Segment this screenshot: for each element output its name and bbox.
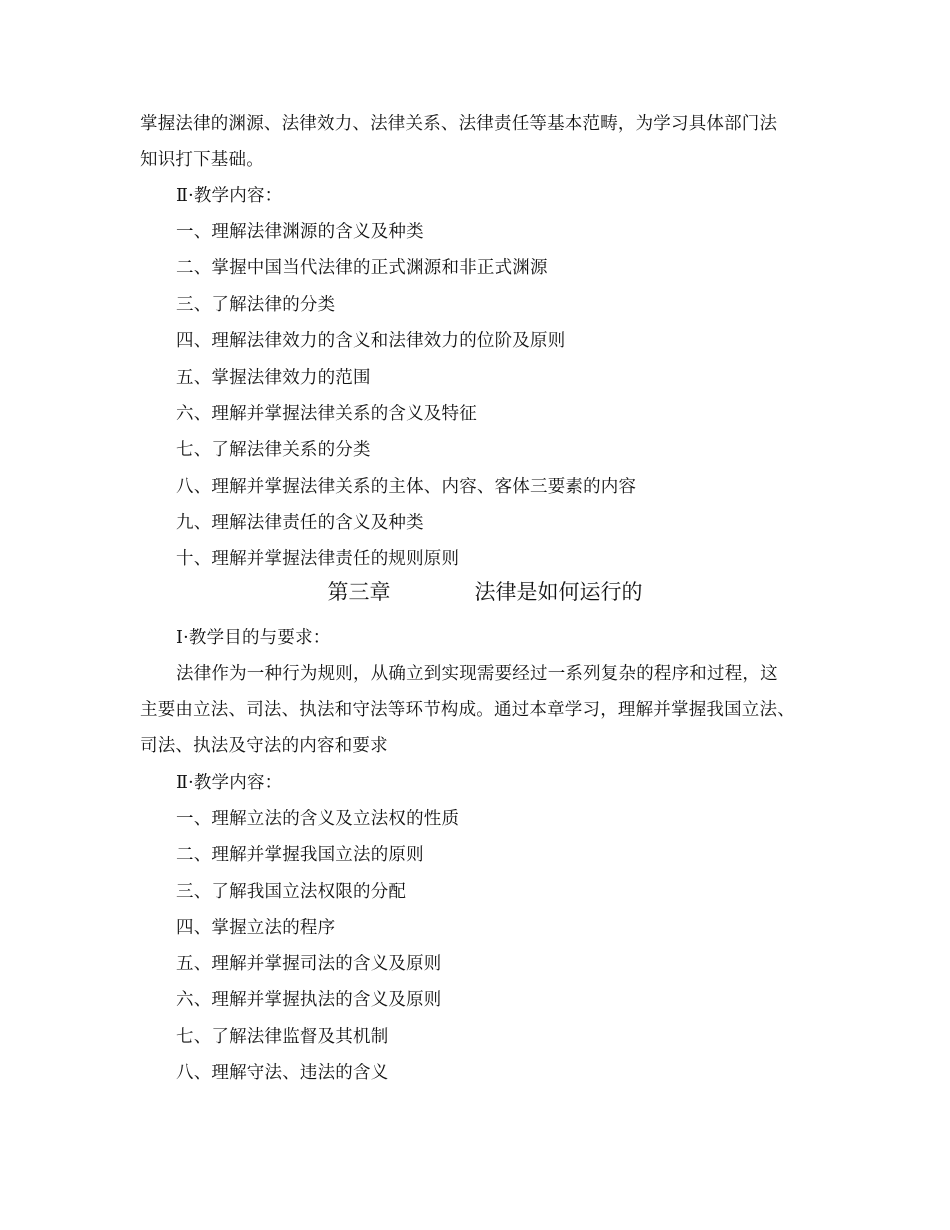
list-item: 十、理解并掌握法律责任的规则原则 (176, 549, 460, 569)
list-item: 二、理解并掌握我国立法的原则 (176, 845, 424, 865)
list-item: 八、理解并掌握法律关系的主体、内容、客体三要素的内容 (176, 477, 637, 497)
chapter-number: 第三章 (327, 580, 391, 604)
list-item: 七、了解法律关系的分类 (176, 440, 371, 460)
list-item: 一、理解法律渊源的含义及种类 (176, 222, 424, 242)
list-item: 四、理解法律效力的含义和法律效力的位阶及原则 (176, 331, 566, 351)
list-item: 一、理解立法的含义及立法权的性质 (176, 809, 460, 829)
list-item: 二、掌握中国当代法律的正式渊源和非正式渊源 (176, 258, 548, 278)
paragraph-line: 法律作为一种行为规则，从确立到实现需要经过一系列复杂的程序和过程，这 (176, 664, 778, 684)
list-item: 八、理解守法、违法的含义 (176, 1063, 389, 1083)
list-item: 六、理解并掌握法律关系的含义及特征 (176, 404, 477, 424)
paragraph-line: 知识打下基础。 (140, 150, 264, 170)
list-item: 七、了解法律监督及其机制 (176, 1027, 389, 1047)
list-item: 三、了解法律的分类 (176, 295, 336, 315)
section-heading-ch3-goal: Ⅰ·教学目的与要求： (176, 628, 331, 648)
chapter-title (140, 578, 830, 606)
paragraph-line: 掌握法律的渊源、法律效力、法律关系、法律责任等基本范畴，为学习具体部门法 (140, 114, 778, 134)
section-heading-ch2-content: Ⅱ·教学内容： (176, 186, 283, 206)
section-heading-ch3-content: Ⅱ·教学内容： (176, 773, 283, 793)
paragraph-line: 司法、执法及守法的内容和要求 (140, 736, 388, 756)
paragraph-line: 主要由立法、司法、执法和守法等环节构成。通过本章学习，理解并掌握我国立法、 (140, 700, 795, 720)
list-item: 六、理解并掌握执法的含义及原则 (176, 990, 442, 1010)
chapter-name: 法律是如何运行的 (474, 580, 643, 604)
list-item: 五、理解并掌握司法的含义及原则 (176, 954, 442, 974)
list-item: 九、理解法律责任的含义及种类 (176, 513, 424, 533)
list-item: 五、掌握法律效力的范围 (176, 368, 371, 388)
list-item: 三、了解我国立法权限的分配 (176, 882, 407, 902)
list-item: 四、掌握立法的程序 (176, 918, 336, 938)
